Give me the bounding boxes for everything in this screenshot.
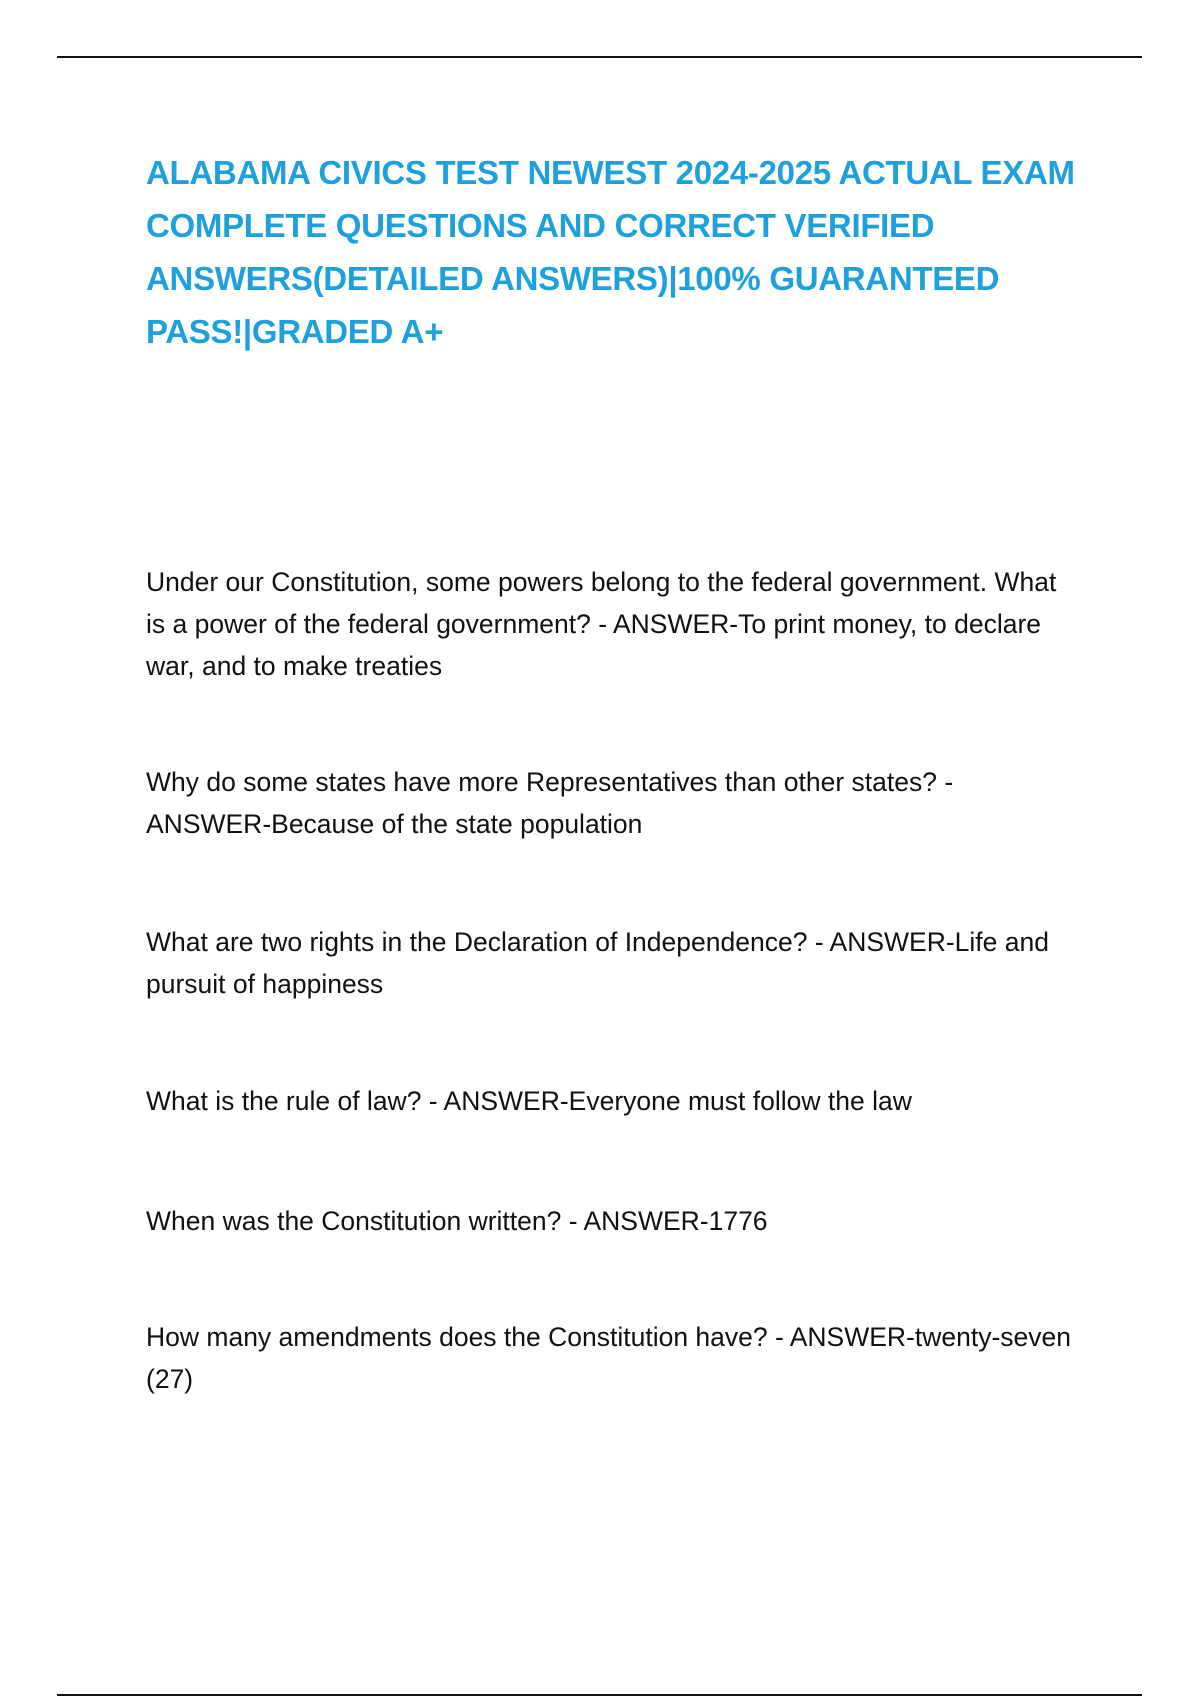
top-rule bbox=[57, 56, 1142, 58]
qa-item-6: How many amendments does the Constitution have? - ANSWER-twenty-seven (27) bbox=[146, 1322, 1071, 1394]
qa-item-4: What is the rule of law? - ANSWER-Everyone must follow the law bbox=[146, 1086, 912, 1116]
qa-item-5: When was the Constitution written? - ANSWER-1776 bbox=[146, 1206, 768, 1236]
qa-item-2: Why do some states have more Representatives than other states? - ANSWER-Because of the state population bbox=[146, 767, 954, 839]
qa-item-3: What are two rights in the Declaration of Independence? - ANSWER-Life and pursuit of happiness bbox=[146, 927, 1049, 999]
bottom-rule bbox=[57, 1694, 1142, 1696]
qa-item-1: Under our Constitution, some powers belong to the federal government. What is a power of the federal government? - ANSWER-To print money, to declare war, and to make treaties bbox=[146, 567, 1057, 681]
document-title: ALABAMA CIVICS TEST NEWEST 2024-2025 ACTUAL EXAM COMPLETE QUESTIONS AND CORRECT VERIFIED ANSWERS(DETAILED ANSWERS)|100% GUARANTEED PASS!|GRADED A+ bbox=[146, 154, 1075, 350]
